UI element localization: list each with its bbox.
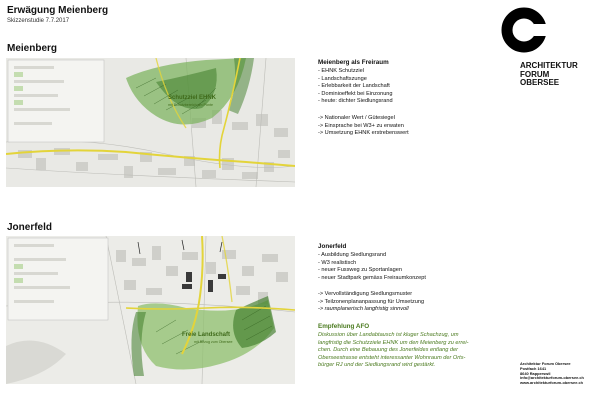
- panel-title-jonerfeld: Jonerfeld: [318, 243, 347, 250]
- list-item: - heute: dichter Siedlungsrand: [318, 98, 393, 105]
- list-item: -> Umsetzung EHNK erstrebenswert: [318, 130, 409, 137]
- list-item: - neuer Stadtpark gemäss Freiraumkonzept: [318, 274, 426, 281]
- section-title-jonerfeld: Jonerfeld: [7, 222, 53, 233]
- afo-logo-text: [520, 62, 578, 88]
- recommendation-line: chen. Durch eine Bebauung des Jonerfeldes entlang der: [318, 347, 458, 354]
- list-item: -> Einsprache bei W3+ zu erwaten: [318, 122, 404, 129]
- list-item: - Ausbildung Siedlungsrand: [318, 252, 387, 258]
- list-item: -> Teilzonenplananpassung für Umsetzung: [318, 298, 425, 305]
- list-item: -> Vervollständigung Siedlungsmuster: [318, 291, 413, 297]
- contact-block: [520, 362, 584, 386]
- recommendation-line: Diskussion über Landabtausch ist kluger Schachzug, um: [318, 332, 459, 338]
- recommendation-title: Empfehlung AFO: [318, 323, 370, 330]
- map-jonerfeld-drawing: [6, 236, 295, 384]
- page-title: Erwägung Meienberg: [7, 5, 109, 16]
- recommendation-line: bürger RJ und der Siedlungsrand wird gestärkt.: [318, 362, 436, 369]
- contact-website: www.architekturforum-obersee.ch: [520, 380, 583, 386]
- list-item: -> Nationaler Wert / Gütesiegel: [318, 115, 395, 121]
- list-item: - Dominioeffekt bei Einzonung: [318, 90, 393, 97]
- afo-logo-mark: [500, 6, 548, 54]
- recommendation-text: [318, 332, 468, 370]
- list-item: - Erlebbarkeit der Landschaft: [318, 83, 390, 90]
- recommendation-line: langfristig die Schutzziele EHNK um den Meienberg zu errei-: [318, 339, 469, 346]
- list-item: - W3 realistisch: [318, 259, 357, 266]
- logo-line: FORUM: [520, 69, 550, 79]
- list-item: - Landschaftszunge: [318, 75, 367, 82]
- map-jonerfeld: [6, 236, 295, 384]
- map-sublabel-schutzziel: mit Schutzbereich am Ponte: [168, 103, 213, 107]
- section-title-meienberg: Meienberg: [7, 43, 58, 54]
- contact-line: 8640 Rapperswil: [520, 370, 551, 376]
- jonerfeld-points: [318, 252, 426, 282]
- meienberg-points: [318, 68, 393, 106]
- list-item: - EHNK Schutzziel: [318, 68, 365, 74]
- afo-logo-icon: [500, 6, 548, 54]
- map-sublabel-freie-landschaft: mit Bezug zum Obersee: [194, 340, 233, 344]
- jonerfeld-conclusions: [318, 291, 424, 314]
- logo-line: OBERSEE: [520, 78, 560, 88]
- recommendation-line: Oberseestrasse entsteht interessanter Wohnraum der Orts-: [318, 354, 466, 361]
- logo-line: ARCHITEKTUR: [520, 61, 578, 70]
- contact-line: Postfach 1641: [520, 365, 547, 371]
- list-item: - neuer Fussweg zu Sportanlagen: [318, 267, 402, 274]
- map-meienberg-drawing: [6, 58, 295, 187]
- page-subtitle: Skizzenstudie 7.7.2017: [7, 18, 70, 24]
- list-item: -> raumplanerisch langfristig sinnvoll: [318, 306, 409, 313]
- meienberg-conclusions: [318, 115, 409, 138]
- map-label-schutzziel: Schutzziel EHNK: [168, 95, 217, 101]
- panel-title-meienberg: Meienberg als Freiraum: [318, 59, 389, 66]
- map-meienberg: [6, 58, 295, 187]
- map-label-freie-landschaft: Freie Landschaft: [182, 332, 231, 338]
- contact-email: info@architekturforum-obersee.ch: [520, 375, 584, 381]
- contact-line: Architektur Forum Obersee: [520, 361, 571, 366]
